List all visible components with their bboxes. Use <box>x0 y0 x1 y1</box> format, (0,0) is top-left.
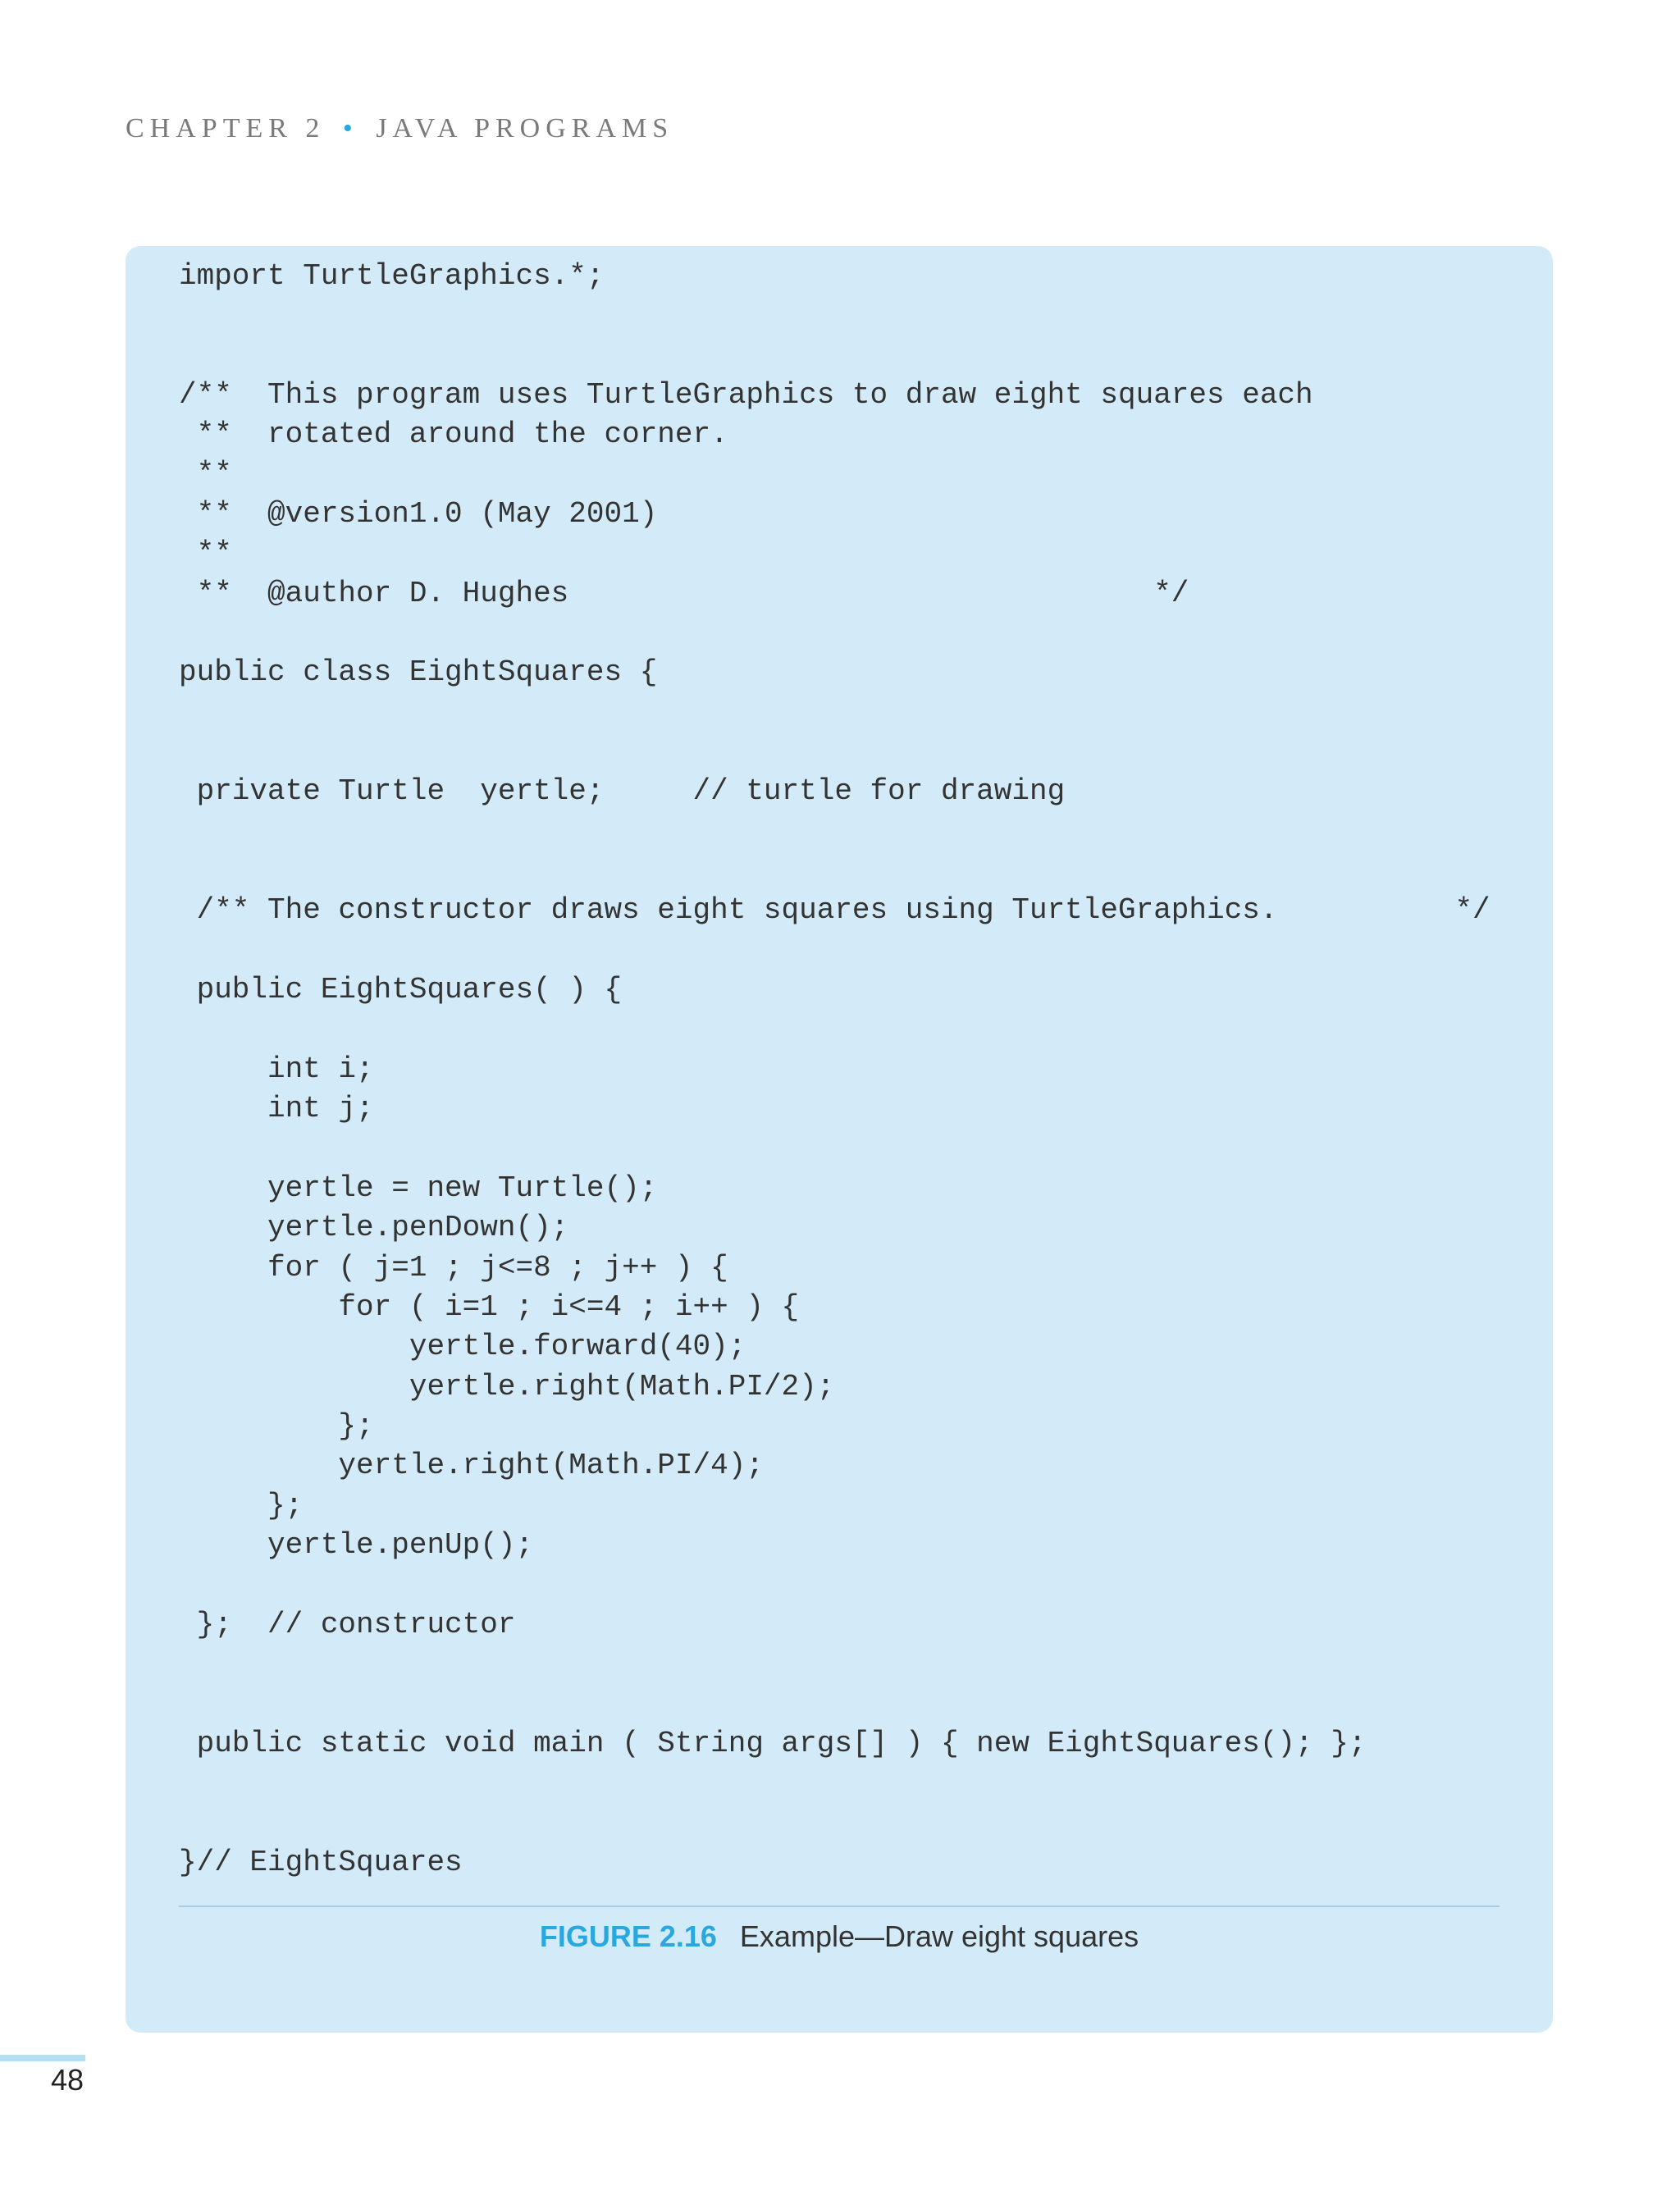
running-head-bullet: • <box>342 113 358 144</box>
running-head <box>126 113 673 144</box>
code-line: }// EightSquares <box>179 1846 463 1879</box>
code-line: }; <box>179 1489 304 1522</box>
code-line: yertle.forward(40); <box>179 1330 746 1363</box>
code-line: ** @author D. Hughes */ <box>179 577 1189 610</box>
running-head-chapter: CHAPTER 2 <box>126 113 326 144</box>
code-line: yertle.penUp(); <box>179 1528 534 1562</box>
code-line: import TurtleGraphics.*; <box>179 259 605 293</box>
code-line: yertle = new Turtle(); <box>179 1171 658 1205</box>
code-line: yertle.right(Math.PI/4); <box>179 1449 764 1482</box>
code-line: yertle.right(Math.PI/2); <box>179 1370 835 1403</box>
code-line: public class EightSquares { <box>179 655 658 689</box>
code-line: ** <box>179 457 232 491</box>
page-number: 48 <box>51 2063 84 2097</box>
code-line: private Turtle yertle; // turtle for drawing <box>179 774 1066 808</box>
figure-label: FIGURE 2.16 <box>539 1919 717 1953</box>
code-line: yertle.penDown(); <box>179 1211 569 1244</box>
code-line: ** rotated around the corner. <box>179 418 728 451</box>
code-line: public static void main ( String args[] ) { new EightSquares(); }; <box>179 1727 1367 1760</box>
code-line: for ( j=1 ; j<=8 ; j++ ) { <box>179 1251 728 1285</box>
code-line: ** <box>179 536 232 570</box>
code-line: /** This program uses TurtleGraphics to draw eight squares each <box>179 378 1313 412</box>
code-line: int j; <box>179 1092 374 1125</box>
code-line: }; <box>179 1409 374 1443</box>
caption-divider <box>179 1905 1500 1907</box>
code-line: ** @version1.0 (May 2001) <box>179 497 658 531</box>
page-number-rule <box>0 2055 85 2061</box>
code-line: int i; <box>179 1052 374 1086</box>
figure-caption <box>126 1917 1553 1956</box>
running-head-title: JAVA PROGRAMS <box>376 113 674 144</box>
code-line: /** The constructor draws eight squares using TurtleGraphics. */ <box>179 893 1491 927</box>
code-line: public EightSquares( ) { <box>179 973 623 1006</box>
figure-caption-text: Example—Draw eight squares <box>739 1919 1139 1953</box>
code-line: }; // constructor <box>179 1608 516 1641</box>
code-line: for ( i=1 ; i<=4 ; i++ ) { <box>179 1290 800 1324</box>
code-listing-box <box>126 246 1553 2033</box>
